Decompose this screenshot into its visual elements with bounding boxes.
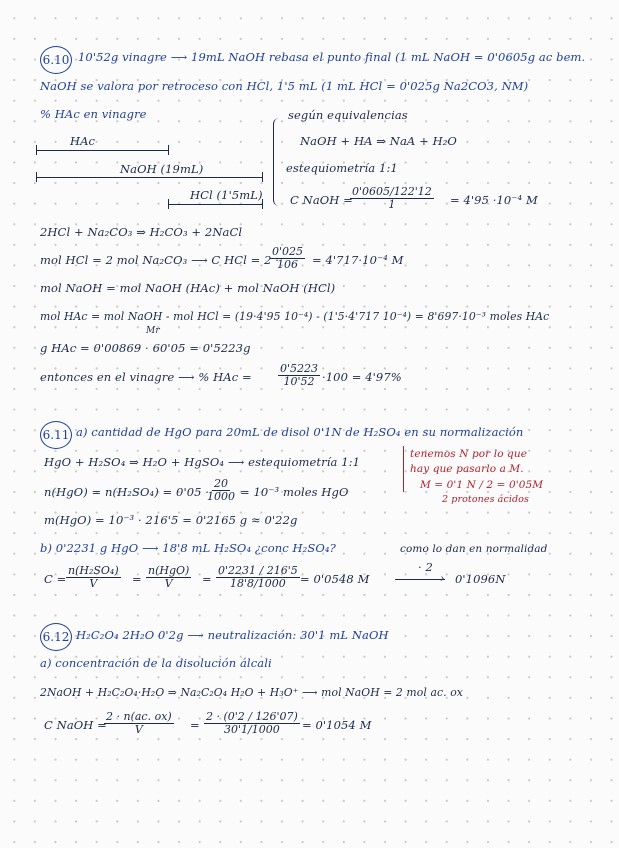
denominator: 106 [277, 258, 299, 271]
tick [262, 172, 263, 182]
frac-values [204, 711, 300, 736]
numerator: n(H₂SO₄) [68, 564, 119, 577]
denominator: 1000 [207, 490, 235, 503]
numerator: 0'0605/122'12 [352, 185, 432, 198]
c-naoh-result: = 0'1054 M [302, 718, 372, 732]
segment-hac [36, 150, 168, 151]
c-hcl-result: = 4'717·10⁻⁴ M [312, 253, 404, 267]
n-hgo-label: n(HgO) = n(H₂SO₄) = 0'05 · [44, 485, 210, 499]
note-divider [403, 446, 404, 492]
statement-line-2: NaOH se valora por retroceso con HCl, 1'5 mL (1 mL HCl = 0'025g Na2CO3, NM) [40, 79, 529, 93]
numerator: n(HgO) [148, 564, 190, 577]
percent-hac-result: ·100 = 4'97% [322, 370, 402, 384]
mol-hac-calc: mol HAc = mol NaOH - mol HCl = (19·4'95 10⁻⁴) - (1'5·4'717 10⁻⁴) = 8'697·10⁻³ moles HAc [40, 310, 550, 323]
frac-n-h2so4 [66, 565, 121, 590]
frac-n-hgo [146, 565, 191, 590]
c-normality-result: 0'1096N [455, 572, 506, 586]
c-naoh-result: = 4'95 ·10⁻⁴ M [450, 193, 538, 207]
segment-naoh [36, 177, 262, 178]
bracket [273, 118, 284, 206]
numerator: 0'2231 / 216'5 [218, 564, 298, 577]
c-label: C = [44, 572, 67, 586]
tick [36, 172, 37, 182]
note-line-3: M = 0'1 N / 2 = 0'05M [420, 479, 544, 491]
tick [168, 145, 169, 155]
n-hgo-result: = 10⁻³ moles HgO [240, 485, 349, 499]
tick [262, 199, 263, 209]
percent-hac-fraction [278, 363, 320, 388]
tick [168, 199, 169, 209]
times-two: · 2 [418, 560, 433, 574]
segment-hcl [168, 204, 262, 205]
label-hac: HAc [70, 134, 96, 148]
denominator: V [134, 723, 143, 736]
percent-hac-label: entonces en el vinagre ⟶ % HAc = [40, 370, 252, 384]
c-hcl-fraction [270, 246, 305, 271]
arrow-shaft [395, 579, 445, 580]
normality-note: como lo dan en normalidad [400, 543, 548, 555]
m-hgo: m(HgO) = 10⁻³ · 216'5 = 0'2165 g ≈ 0'22g [44, 513, 298, 527]
equals: = [132, 572, 142, 586]
numerator: 2 · n(ac. ox) [106, 710, 172, 723]
statement-line-1: 10'52g vinagre ⟶ 19mL NaOH rebasa el punto final (1 mL NaOH = 0'0605g ac bem. [78, 50, 586, 64]
mol-naoh-sum: mol NaOH = mol NaOH (HAc) + mol NaOH (HCl) [40, 281, 336, 295]
note-line-4: 2 protones ácidos [442, 494, 529, 505]
denominator: 30'1/1000 [224, 723, 280, 736]
mr-label: Mr [146, 326, 160, 336]
note-line-1: tenemos N por lo que [410, 448, 528, 460]
equals: = [190, 718, 200, 732]
denominator: V [89, 577, 98, 590]
c-naoh-fraction [350, 186, 434, 211]
arrow-head: › [440, 571, 445, 585]
numerator: 0'5223 [280, 362, 319, 375]
denominator: V [164, 577, 173, 590]
tick [36, 145, 37, 155]
part-a-heading: a) cantidad de HgO para 20mL de disol 0'1N de H₂SO₄ en su normalización [76, 425, 524, 439]
c-naoh-label: C NaOH = [44, 718, 107, 732]
frac-2n-ox [104, 711, 174, 736]
c-naoh-label: C NaOH = [290, 193, 353, 207]
problem-number-6-11: 6.11 [40, 421, 72, 449]
part-a-heading: a) concentración de la disolución álcali [40, 656, 272, 670]
label-naoh-19ml: NaOH (19mL) [120, 162, 204, 176]
c-molarity-result: = 0'0548 M [300, 572, 370, 586]
part-b-heading: b) 0'2231 g HgO ⟶ 18'8 mL H₂SO₄ ¿conc H₂SO₄? [40, 541, 336, 555]
equals: = [202, 572, 212, 586]
note-line-2: hay que pasarlo a M. [410, 463, 524, 475]
question-hac-percent: % HAc en vinagre [40, 107, 147, 121]
equivalence-title: según equivalencias [288, 108, 408, 122]
numerator: 20 [214, 477, 228, 490]
stoichiometry-1-1: estequiometría 1:1 [286, 161, 398, 175]
reaction-oxalic: 2NaOH + H₂C₂O₄·H₂O ⇒ Na₂C₂O₄ H₂O + H₃O⁺ ⟶ mol NaOH = 2 mol ac. ox [40, 686, 463, 699]
denominator: 1 [388, 198, 396, 211]
reaction-hcl-na2co3: 2HCl + Na₂CO₃ ⇒ H₂CO₃ + 2NaCl [40, 225, 243, 239]
reaction-naoh-ha: NaOH + HA ⇒ NaA + H₂O [300, 134, 457, 148]
grams-hac: g HAc = 0'00869 · 60'05 = 0'5223g [40, 341, 251, 355]
problem-number-6-10: 6.10 [40, 46, 72, 74]
denominator: 18'8/1000 [230, 577, 286, 590]
label-hcl-1-5ml: HCl (1'5mL) [190, 188, 263, 202]
statement-6-12: H₂C₂O₄ 2H₂O 0'2g ⟶ neutralización: 30'1 mL NaOH [76, 628, 389, 642]
numerator: 2 · (0'2 / 126'07) [206, 710, 298, 723]
denominator: 10'52 [283, 375, 315, 388]
reaction-hgo: HgO + H₂SO₄ ⇒ H₂O + HgSO₄ ⟶ estequiometría 1:1 [44, 455, 361, 469]
n-hgo-fraction [205, 478, 237, 503]
frac-values [216, 565, 300, 590]
c-hcl-label: mol HCl = 2 mol Na₂CO₃ ⟶ C HCl = 2 · [40, 253, 280, 267]
problem-number-6-12: 6.12 [40, 623, 72, 651]
numerator: 0'025 [272, 245, 304, 258]
